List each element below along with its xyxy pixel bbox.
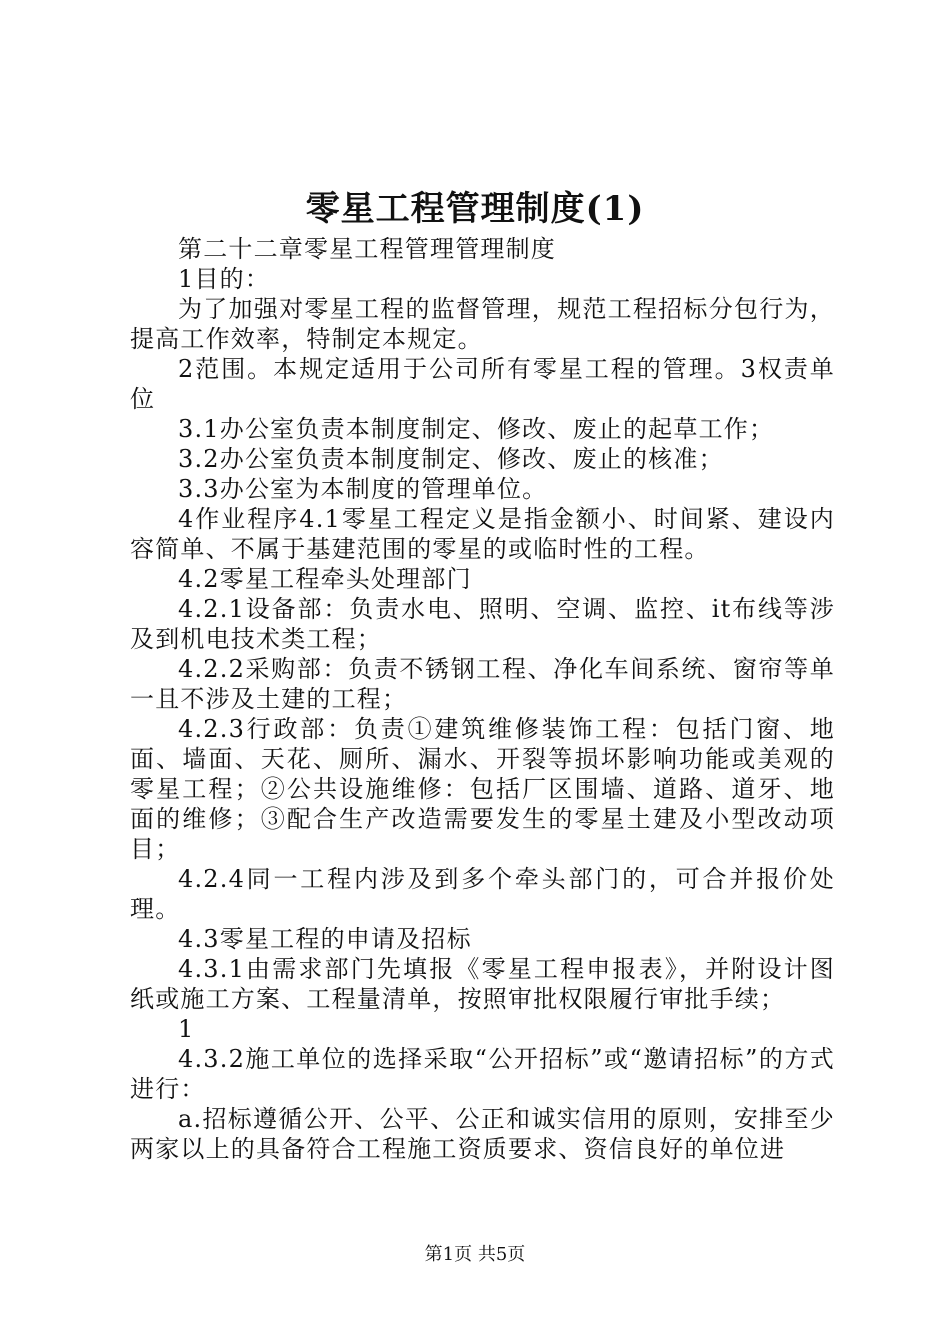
page-footer: 第1页 共5页 [424,1244,526,1265]
paragraph: 4.2.1设备部：负责水电、照明、空调、监控、it布线等涉及到机电技术类工程； [130,595,835,653]
document-body [130,234,835,1164]
paragraph: 4.3.2施工单位的选择采取“公开招标”或“邀请招标”的方式进行： [130,1045,835,1103]
paragraph: 4.2.2采购部：负责不锈钢工程、净化车间系统、窗帘等单一且不涉及土建的工程； [130,655,835,713]
paragraph: 4.2零星工程牵头处理部门 [178,565,472,593]
paragraph: 3.3办公室为本制度的管理单位。 [178,475,548,503]
paragraph: 2范围。本规定适用于公司所有零星工程的管理。3权责单位 [130,355,835,413]
paragraph: 3.1办公室负责本制度制定、修改、废止的起草工作； [178,415,775,443]
chapter-heading: 第二十二章零星工程管理管理制度 [178,235,556,263]
paragraph: 3.2办公室负责本制度制定、修改、废止的核准； [178,445,724,473]
document-title: 零星工程管理制度(1) [305,189,645,229]
paragraph: 4.3.1由需求部门先填报《零星工程申报表》，并附设计图纸或施工方案、工程量清单，按照审批权限履行审批手续； [130,955,835,1013]
paragraph: 为了加强对零星工程的监督管理，规范工程招标分包行为，提高工作效率，特制定本规定。 [130,295,835,353]
paragraph: 4.2.4同一工程内涉及到多个牵头部门的，可合并报价处理。 [130,865,835,923]
paragraph: 4.2.3行政部：负责①建筑维修装饰工程：包括门窗、地面、墙面、天花、厕所、漏水、开裂等损坏影响功能或美观的零星工程；②公共设施维修：包括厂区围墙、道路、道牙、地面的维修；③配合生产改造需要发生的零星土建及小型改动项目； [130,715,835,863]
paragraph: 1 [178,1015,195,1043]
paragraph: a.招标遵循公开、公平、公正和诚实信用的原则，安排至少两家以上的具备符合工程施工资质要求、资信良好的单位进 [130,1105,835,1163]
paragraph: 4.3零星工程的申请及招标 [178,925,472,953]
paragraph: 4作业程序4.1零星工程定义是指金额小、时间紧、建设内容简单、不属于基建范围的零星的或临时性的工程。 [130,505,835,563]
section-heading: 1目的： [178,265,271,293]
